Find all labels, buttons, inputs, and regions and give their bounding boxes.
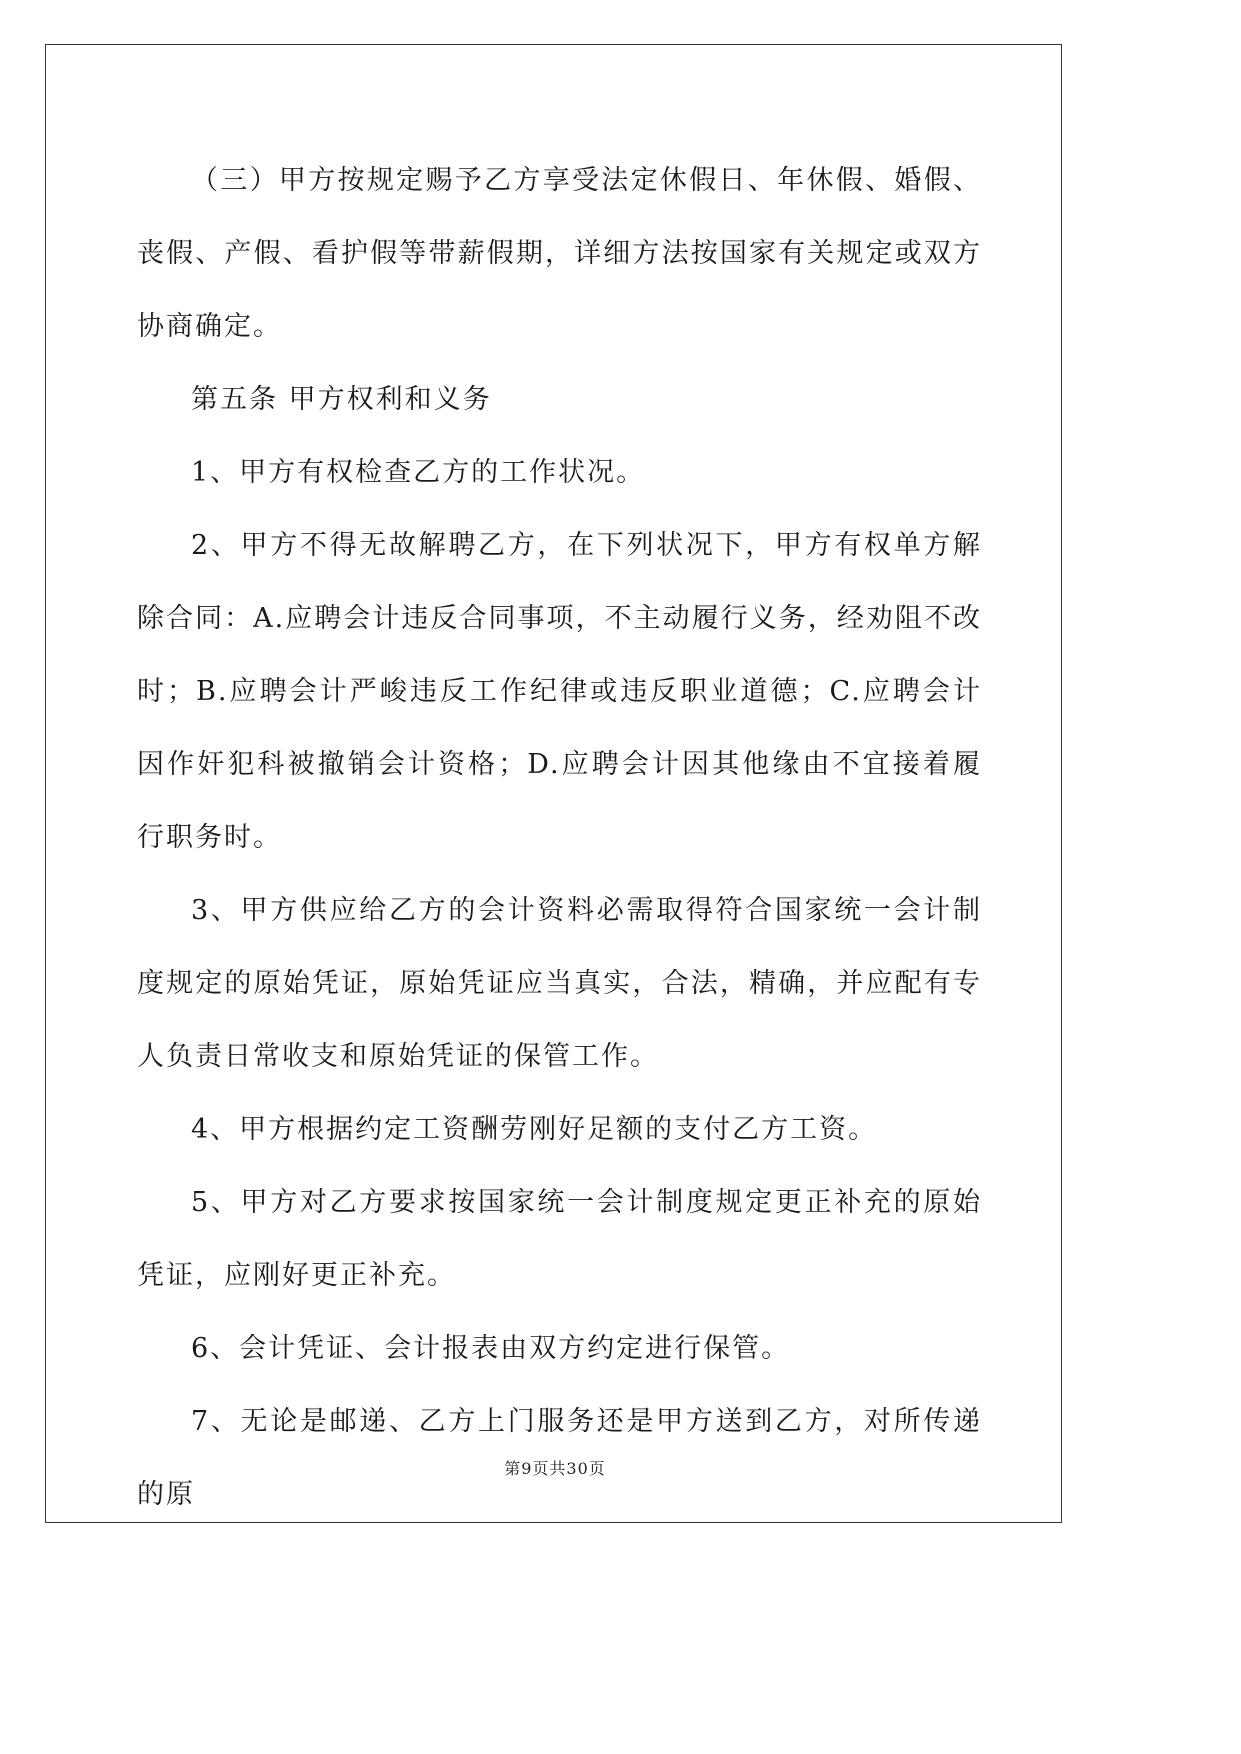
- page-number: 第9页: [504, 1459, 550, 1478]
- paragraph-item-4: 4、甲方根据约定工资酬劳刚好足额的支付乙方工资。: [191, 1114, 878, 1145]
- paragraph-item-7: 7、无论是邮递、乙方上门服务还是甲方送到乙方，对所传递的原: [137, 1406, 982, 1510]
- section-heading-article-5: 第五条 甲方权利和义务: [191, 384, 492, 415]
- paragraph-item-6: 6、会计凭证、会计报表由双方约定进行保管。: [191, 1333, 791, 1364]
- document-body: [137, 144, 982, 1531]
- paragraph-item-2: 2、甲方不得无故解聘乙方，在下列状况下，甲方有权单方解除合同：A.应聘会计违反合同事项，不主动履行义务，经劝阻不改时；B.应聘会计严峻违反工作纪律或违反职业道德；C.应聘会计因作奸犯科被撤销会计资格；D.应聘会计因其他缘由不宜接着履行职务时。: [137, 530, 982, 853]
- paragraph-item-5: 5、甲方对乙方要求按国家统一会计制度规定更正补充的原始凭证，应刚好更正补充。: [137, 1187, 982, 1291]
- paragraph-item-3: 3、甲方供应给乙方的会计资料必需取得符合国家统一会计制度规定的原始凭证，原始凭证应当真实，合法，精确，并应配有专人负责日常收支和原始凭证的保管工作。: [137, 895, 982, 1072]
- paragraph-vacation: （三）甲方按规定赐予乙方享受法定休假日、年休假、婚假、丧假、产假、看护假等带薪假期，详细方法按国家有关规定或双方协商确定。: [137, 165, 982, 342]
- page-total: 共30页: [549, 1459, 606, 1478]
- page-footer: [0, 1456, 1110, 1479]
- paragraph-item-1: 1、甲方有权检查乙方的工作状况。: [191, 457, 646, 488]
